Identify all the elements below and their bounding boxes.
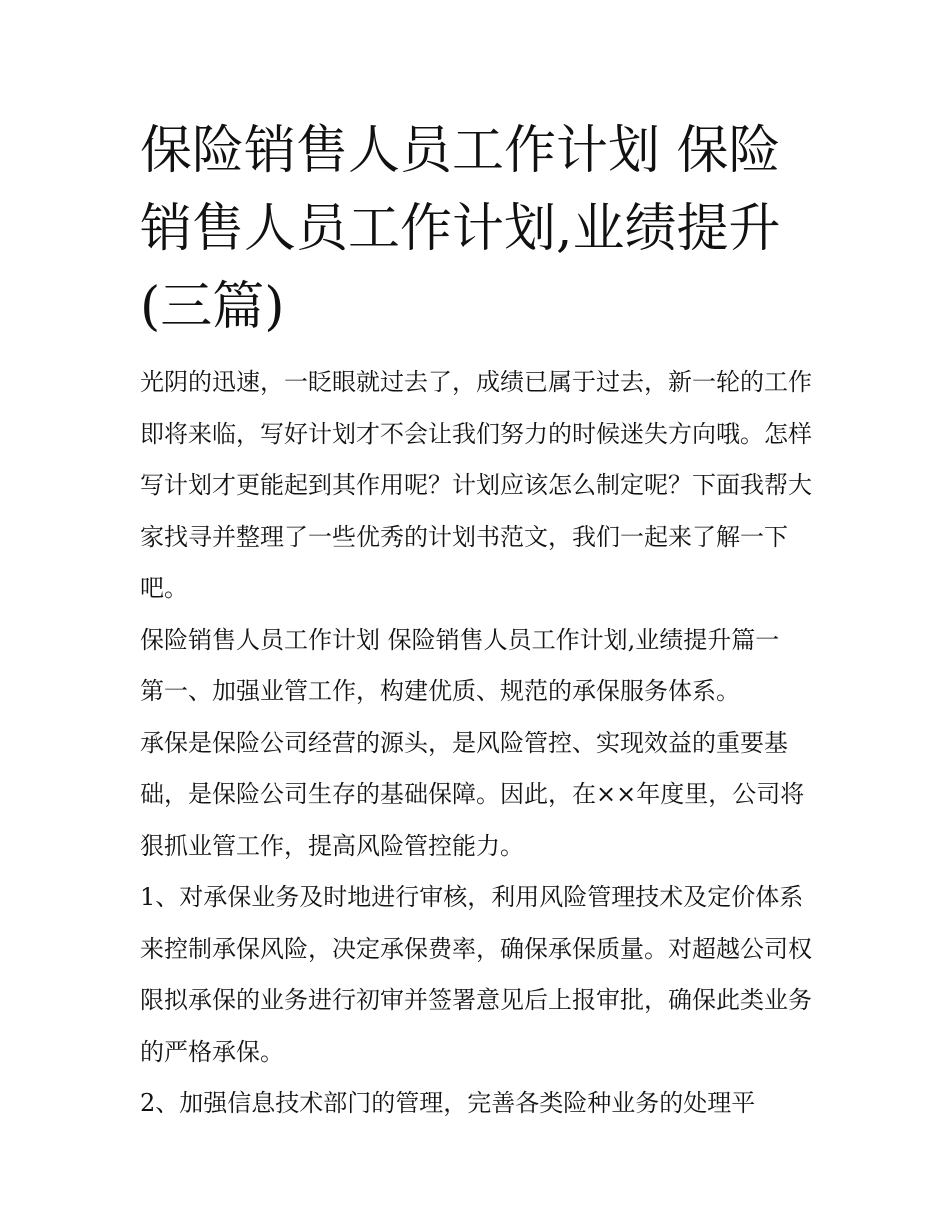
document-body	[140, 357, 820, 1130]
paragraph-point-one: 第一、加强业管工作，构建优质、规范的承保服务体系。	[140, 677, 740, 705]
paragraph-underwriting: 承保是保险公司经营的源头，是风险管控、实现效益的重要基础，是保险公司生存的基础保障。因此，在××年度里，公司将狠抓业管工作，提高风险管控能力。	[140, 728, 805, 860]
paragraph-item-1: 1、对承保业务及时地进行审核，利用风险管理技术及定价体系来控制承保风险，决定承保费率，确保承保质量。对超越公司权限拟承保的业务进行初审并签署意见后上报审批，确保此类业务的严格承保。	[140, 883, 812, 1066]
paragraph-item-2: 2、加强信息技术部门的管理，完善各类险种业务的处理平	[140, 1089, 756, 1117]
paragraph-intro: 光阴的迅速，一眨眼就过去了，成绩已属于过去，新一轮的工作即将来临，写好计划才不会让我们努力的时候迷失方向哦。怎样写计划才更能起到其作用呢？计划应该怎么制定呢？下面我帮大家找寻并整理了一些优秀的计划书范文，我们一起来了解一下吧。	[140, 368, 812, 602]
paragraph-section-heading: 保险销售人员工作计划 保险销售人员工作计划,业绩提升篇一	[140, 625, 780, 654]
document-title: 保险销售人员工作计划 保险销售人员工作计划,业绩提升(三篇)	[140, 121, 781, 337]
